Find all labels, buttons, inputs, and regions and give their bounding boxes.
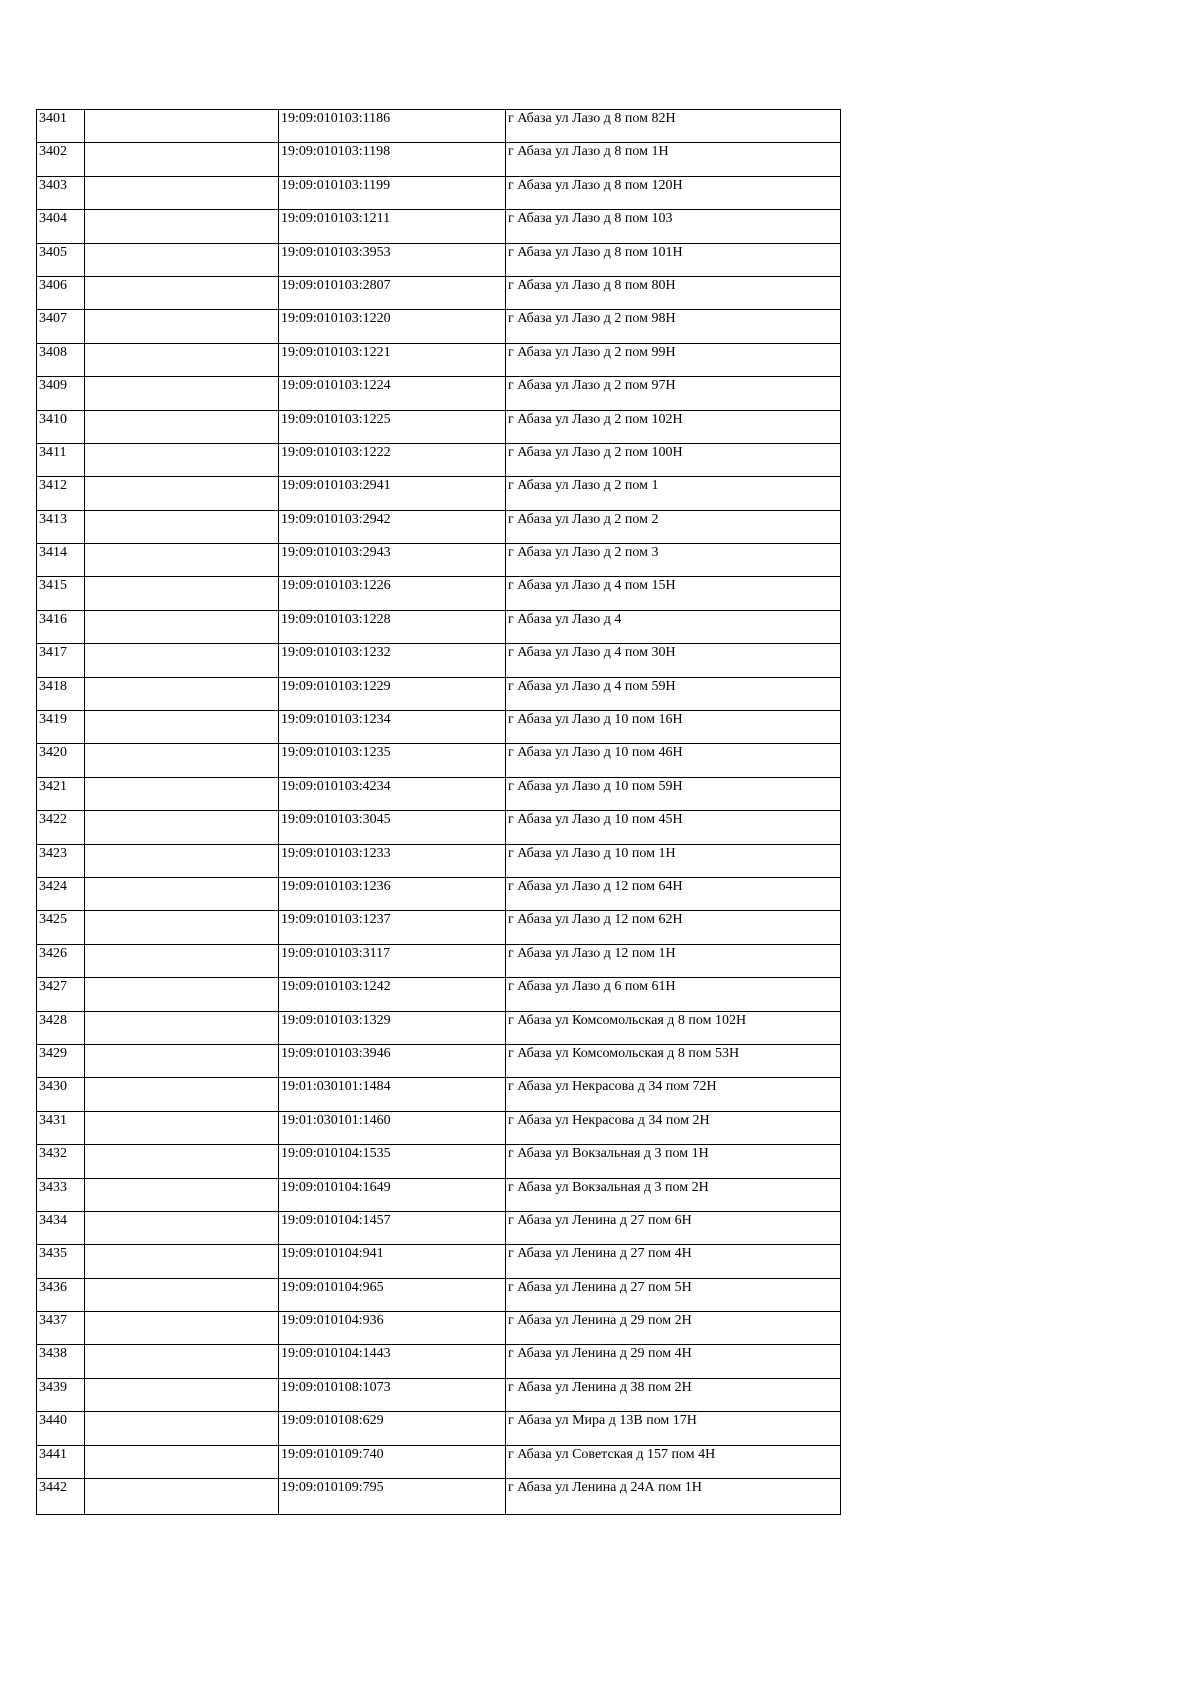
empty-cell: [85, 911, 279, 944]
cadastral-number-cell: 19:09:010103:1233: [279, 844, 506, 877]
empty-cell: [85, 1245, 279, 1278]
table-row: [37, 310, 841, 343]
row-number-cell: 3441: [37, 1445, 85, 1478]
row-number-cell: 3437: [37, 1312, 85, 1345]
table-row: [37, 877, 841, 910]
empty-cell: [85, 1345, 279, 1378]
address-cell: г Абаза ул Вокзальная д 3 пом 1Н: [506, 1145, 841, 1178]
cadastral-number-cell: 19:09:010103:3117: [279, 944, 506, 977]
empty-cell: [85, 377, 279, 410]
table-row: [37, 1479, 841, 1515]
address-cell: г Абаза ул Лазо д 10 пом 45Н: [506, 811, 841, 844]
table-row: [37, 143, 841, 176]
cadastral-number-cell: 19:09:010103:2943: [279, 544, 506, 577]
address-cell: г Абаза ул Лазо д 8 пом 80Н: [506, 276, 841, 309]
table-row: [37, 1111, 841, 1144]
row-number-cell: 3427: [37, 978, 85, 1011]
empty-cell: [85, 410, 279, 443]
row-number-cell: 3421: [37, 777, 85, 810]
table-row: [37, 477, 841, 510]
row-number-cell: 3409: [37, 377, 85, 410]
table-row: [37, 410, 841, 443]
table-row: [37, 1412, 841, 1445]
row-number-cell: 3425: [37, 911, 85, 944]
table-row: [37, 811, 841, 844]
table-row: [37, 176, 841, 209]
table-row: [37, 343, 841, 376]
address-cell: г Абаза ул Ленина д 27 пом 4Н: [506, 1245, 841, 1278]
table-row: [37, 544, 841, 577]
address-cell: г Абаза ул Лазо д 2 пом 102Н: [506, 410, 841, 443]
address-cell: г Абаза ул Лазо д 4 пом 30Н: [506, 644, 841, 677]
empty-cell: [85, 811, 279, 844]
address-cell: г Абаза ул Лазо д 10 пом 16Н: [506, 711, 841, 744]
address-cell: г Абаза ул Комсомольская д 8 пом 102Н: [506, 1011, 841, 1044]
cadastral-number-cell: 19:09:010108:629: [279, 1412, 506, 1445]
empty-cell: [85, 1378, 279, 1411]
empty-cell: [85, 844, 279, 877]
cadastral-number-cell: 19:09:010109:740: [279, 1445, 506, 1478]
cadastral-number-cell: 19:09:010104:1535: [279, 1145, 506, 1178]
row-number-cell: 3408: [37, 343, 85, 376]
row-number-cell: 3438: [37, 1345, 85, 1378]
cadastral-number-cell: 19:09:010104:965: [279, 1278, 506, 1311]
empty-cell: [85, 243, 279, 276]
cadastral-number-cell: 19:09:010109:795: [279, 1479, 506, 1515]
row-number-cell: 3424: [37, 877, 85, 910]
row-number-cell: 3434: [37, 1211, 85, 1244]
empty-cell: [85, 443, 279, 476]
empty-cell: [85, 877, 279, 910]
table-row: [37, 1145, 841, 1178]
cadastral-number-cell: 19:09:010103:1225: [279, 410, 506, 443]
address-cell: г Абаза ул Лазо д 2 пом 1: [506, 477, 841, 510]
cadastral-number-cell: 19:01:030101:1484: [279, 1078, 506, 1111]
table-row: [37, 577, 841, 610]
table-row: [37, 1211, 841, 1244]
row-number-cell: 3423: [37, 844, 85, 877]
empty-cell: [85, 143, 279, 176]
row-number-cell: 3430: [37, 1078, 85, 1111]
empty-cell: [85, 1312, 279, 1345]
cadastral-number-cell: 19:09:010103:1232: [279, 644, 506, 677]
address-cell: г Абаза ул Лазо д 2 пом 2: [506, 510, 841, 543]
cadastral-number-cell: 19:09:010103:1329: [279, 1011, 506, 1044]
address-cell: г Абаза ул Некрасова д 34 пом 72Н: [506, 1078, 841, 1111]
address-cell: г Абаза ул Лазо д 8 пом 103: [506, 210, 841, 243]
cadastral-number-cell: 19:09:010103:1229: [279, 677, 506, 710]
table-row: [37, 744, 841, 777]
empty-cell: [85, 1211, 279, 1244]
row-number-cell: 3407: [37, 310, 85, 343]
table-row: [37, 711, 841, 744]
empty-cell: [85, 677, 279, 710]
empty-cell: [85, 1145, 279, 1178]
empty-cell: [85, 310, 279, 343]
cadastral-number-cell: 19:09:010103:1224: [279, 377, 506, 410]
cadastral-number-cell: 19:09:010104:1649: [279, 1178, 506, 1211]
row-number-cell: 3411: [37, 443, 85, 476]
row-number-cell: 3415: [37, 577, 85, 610]
empty-cell: [85, 610, 279, 643]
address-cell: г Абаза ул Лазо д 4: [506, 610, 841, 643]
row-number-cell: 3414: [37, 544, 85, 577]
row-number-cell: 3440: [37, 1412, 85, 1445]
row-number-cell: 3442: [37, 1479, 85, 1515]
row-number-cell: 3422: [37, 811, 85, 844]
table-row: [37, 210, 841, 243]
row-number-cell: 3426: [37, 944, 85, 977]
row-number-cell: 3402: [37, 143, 85, 176]
address-cell: г Абаза ул Лазо д 2 пом 98Н: [506, 310, 841, 343]
cadastral-number-cell: 19:09:010103:1226: [279, 577, 506, 610]
table-row: [37, 1245, 841, 1278]
cadastral-number-cell: 19:09:010104:1443: [279, 1345, 506, 1378]
cadastral-number-cell: 19:09:010103:1211: [279, 210, 506, 243]
row-number-cell: 3429: [37, 1044, 85, 1077]
table-row: [37, 978, 841, 1011]
address-cell: г Абаза ул Советская д 157 пом 4Н: [506, 1445, 841, 1478]
address-cell: г Абаза ул Лазо д 8 пом 1Н: [506, 143, 841, 176]
address-cell: г Абаза ул Лазо д 8 пом 120Н: [506, 176, 841, 209]
cadastral-number-cell: 19:09:010103:2807: [279, 276, 506, 309]
address-cell: г Абаза ул Лазо д 12 пом 1Н: [506, 944, 841, 977]
cadastral-number-cell: 19:09:010103:1228: [279, 610, 506, 643]
row-number-cell: 3439: [37, 1378, 85, 1411]
cadastral-number-cell: 19:09:010104:936: [279, 1312, 506, 1345]
empty-cell: [85, 978, 279, 1011]
cadastral-number-cell: 19:09:010103:1221: [279, 343, 506, 376]
address-cell: г Абаза ул Мира д 13В пом 17Н: [506, 1412, 841, 1445]
address-cell: г Абаза ул Лазо д 12 пом 62Н: [506, 911, 841, 944]
cadastral-number-cell: 19:09:010103:4234: [279, 777, 506, 810]
empty-cell: [85, 1412, 279, 1445]
address-cell: г Абаза ул Лазо д 2 пом 100Н: [506, 443, 841, 476]
empty-cell: [85, 577, 279, 610]
table-body: [37, 110, 841, 1515]
cadastral-number-cell: 19:09:010103:3045: [279, 811, 506, 844]
address-cell: г Абаза ул Вокзальная д 3 пом 2Н: [506, 1178, 841, 1211]
empty-cell: [85, 1278, 279, 1311]
address-cell: г Абаза ул Лазо д 4 пом 59Н: [506, 677, 841, 710]
empty-cell: [85, 777, 279, 810]
table-row: [37, 1312, 841, 1345]
address-cell: г Абаза ул Некрасова д 34 пом 2Н: [506, 1111, 841, 1144]
address-cell: г Абаза ул Лазо д 2 пом 3: [506, 544, 841, 577]
address-cell: г Абаза ул Лазо д 10 пом 1Н: [506, 844, 841, 877]
table-row: [37, 1345, 841, 1378]
row-number-cell: 3418: [37, 677, 85, 710]
empty-cell: [85, 1479, 279, 1515]
cadastral-number-cell: 19:09:010108:1073: [279, 1378, 506, 1411]
row-number-cell: 3436: [37, 1278, 85, 1311]
row-number-cell: 3417: [37, 644, 85, 677]
empty-cell: [85, 544, 279, 577]
address-cell: г Абаза ул Лазо д 10 пом 59Н: [506, 777, 841, 810]
row-number-cell: 3420: [37, 744, 85, 777]
address-cell: г Абаза ул Лазо д 12 пом 64Н: [506, 877, 841, 910]
cadastral-number-cell: 19:09:010103:1186: [279, 110, 506, 143]
empty-cell: [85, 1445, 279, 1478]
row-number-cell: 3432: [37, 1145, 85, 1178]
cadastral-number-cell: 19:09:010103:1199: [279, 176, 506, 209]
row-number-cell: 3419: [37, 711, 85, 744]
empty-cell: [85, 510, 279, 543]
cadastral-number-cell: 19:01:030101:1460: [279, 1111, 506, 1144]
address-cell: г Абаза ул Комсомольская д 8 пом 53Н: [506, 1044, 841, 1077]
table-row: [37, 1078, 841, 1111]
table-row: [37, 677, 841, 710]
empty-cell: [85, 711, 279, 744]
table-row: [37, 944, 841, 977]
table-row: [37, 644, 841, 677]
table-row: [37, 443, 841, 476]
cadastral-number-cell: 19:09:010103:3953: [279, 243, 506, 276]
row-number-cell: 3435: [37, 1245, 85, 1278]
cadastral-number-cell: 19:09:010103:1236: [279, 877, 506, 910]
row-number-cell: 3412: [37, 477, 85, 510]
row-number-cell: 3413: [37, 510, 85, 543]
cadastral-number-cell: 19:09:010103:1198: [279, 143, 506, 176]
cadastral-number-cell: 19:09:010103:1220: [279, 310, 506, 343]
registry-table: [36, 109, 841, 1515]
empty-cell: [85, 1178, 279, 1211]
address-cell: г Абаза ул Лазо д 10 пом 46Н: [506, 744, 841, 777]
row-number-cell: 3431: [37, 1111, 85, 1144]
table-row: [37, 1378, 841, 1411]
address-cell: г Абаза ул Ленина д 29 пом 2Н: [506, 1312, 841, 1345]
empty-cell: [85, 110, 279, 143]
table-row: [37, 377, 841, 410]
row-number-cell: 3416: [37, 610, 85, 643]
cadastral-number-cell: 19:09:010103:2941: [279, 477, 506, 510]
cadastral-number-cell: 19:09:010103:3946: [279, 1044, 506, 1077]
row-number-cell: 3410: [37, 410, 85, 443]
cadastral-number-cell: 19:09:010104:1457: [279, 1211, 506, 1244]
table-row: [37, 610, 841, 643]
table-row: [37, 1445, 841, 1478]
table-row: [37, 276, 841, 309]
address-cell: г Абаза ул Лазо д 8 пом 82Н: [506, 110, 841, 143]
empty-cell: [85, 276, 279, 309]
empty-cell: [85, 944, 279, 977]
table-row: [37, 510, 841, 543]
cadastral-number-cell: 19:09:010103:1235: [279, 744, 506, 777]
address-cell: г Абаза ул Ленина д 27 пом 5Н: [506, 1278, 841, 1311]
empty-cell: [85, 744, 279, 777]
address-cell: г Абаза ул Лазо д 2 пом 97Н: [506, 377, 841, 410]
address-cell: г Абаза ул Лазо д 2 пом 99Н: [506, 343, 841, 376]
table-row: [37, 1044, 841, 1077]
empty-cell: [85, 343, 279, 376]
row-number-cell: 3403: [37, 176, 85, 209]
empty-cell: [85, 1044, 279, 1077]
table-row: [37, 243, 841, 276]
table-row: [37, 110, 841, 143]
table-row: [37, 777, 841, 810]
address-cell: г Абаза ул Ленина д 38 пом 2Н: [506, 1378, 841, 1411]
table-row: [37, 1178, 841, 1211]
empty-cell: [85, 644, 279, 677]
address-cell: г Абаза ул Лазо д 4 пом 15Н: [506, 577, 841, 610]
cadastral-number-cell: 19:09:010103:1222: [279, 443, 506, 476]
table-row: [37, 911, 841, 944]
cadastral-number-cell: 19:09:010103:1237: [279, 911, 506, 944]
row-number-cell: 3405: [37, 243, 85, 276]
cadastral-number-cell: 19:09:010103:1242: [279, 978, 506, 1011]
address-cell: г Абаза ул Лазо д 6 пом 61Н: [506, 978, 841, 1011]
row-number-cell: 3406: [37, 276, 85, 309]
cadastral-number-cell: 19:09:010104:941: [279, 1245, 506, 1278]
empty-cell: [85, 1111, 279, 1144]
empty-cell: [85, 210, 279, 243]
empty-cell: [85, 1078, 279, 1111]
empty-cell: [85, 176, 279, 209]
table-row: [37, 844, 841, 877]
empty-cell: [85, 1011, 279, 1044]
address-cell: г Абаза ул Лазо д 8 пом 101Н: [506, 243, 841, 276]
address-cell: г Абаза ул Ленина д 27 пом 6Н: [506, 1211, 841, 1244]
row-number-cell: 3428: [37, 1011, 85, 1044]
row-number-cell: 3433: [37, 1178, 85, 1211]
address-cell: г Абаза ул Ленина д 24А пом 1Н: [506, 1479, 841, 1515]
table-row: [37, 1011, 841, 1044]
cadastral-number-cell: 19:09:010103:1234: [279, 711, 506, 744]
cadastral-number-cell: 19:09:010103:2942: [279, 510, 506, 543]
table-row: [37, 1278, 841, 1311]
address-cell: г Абаза ул Ленина д 29 пом 4Н: [506, 1345, 841, 1378]
row-number-cell: 3404: [37, 210, 85, 243]
row-number-cell: 3401: [37, 110, 85, 143]
empty-cell: [85, 477, 279, 510]
